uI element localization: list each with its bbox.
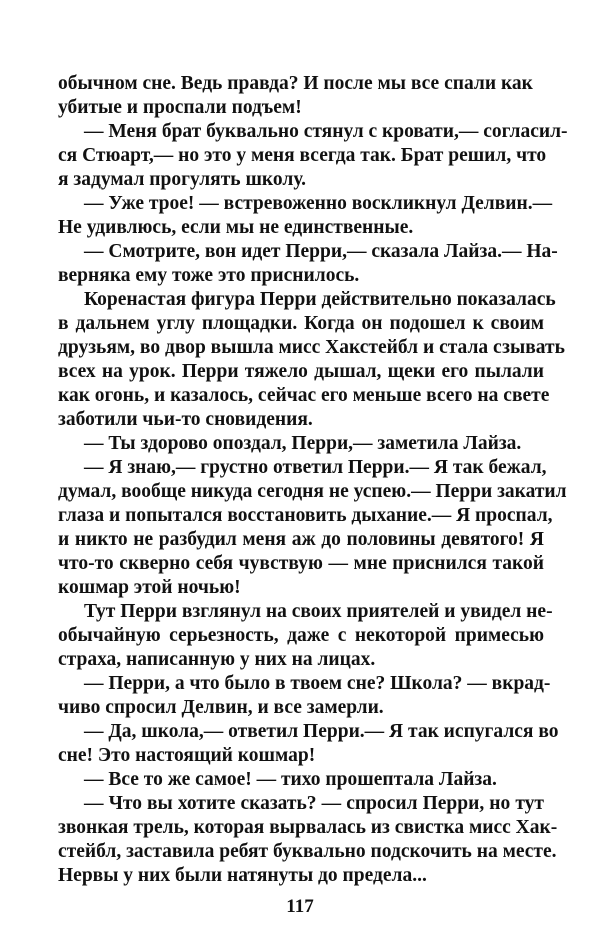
text-line: — Ты здорово опоздал, Перри,— заметила Лайза. bbox=[84, 433, 522, 454]
text-line: — Смотрите, вон идет Перри,— сказала Лайза.— На- bbox=[84, 241, 558, 262]
text-line: — Все то же самое! — тихо прошептала Лайза. bbox=[84, 769, 497, 790]
text-line: в дальнем углу площадки. Когда он подошел к своим bbox=[58, 313, 544, 334]
text-line: как огонь, и казалось, сейчас его меньше всего на свете bbox=[58, 385, 550, 406]
text-line: заботили чьи-то сновидения. bbox=[58, 409, 313, 430]
text-line: и никто не разбудил меня аж до половины девятого! Я bbox=[58, 529, 544, 550]
text-line: — Да, школа,— ответил Перри.— Я так испугался во bbox=[84, 721, 559, 742]
text-line: друзьям, во двор вышла мисс Хакстейбл и стала сзывать bbox=[58, 337, 565, 358]
text-line: убитые и проспали подъем! bbox=[58, 97, 302, 118]
text-line: Не удивлюсь, если мы не единственные. bbox=[58, 217, 414, 238]
text-line: кошмар этой ночью! bbox=[58, 577, 241, 598]
text-line: я задумал прогулять школу. bbox=[58, 169, 307, 190]
text-line: — Уже трое! — встревоженно воскликнул Делвин.— bbox=[84, 193, 553, 214]
text-line: — Что вы хотите сказать? — спросил Перри, но тут bbox=[84, 793, 544, 814]
text-line: Тут Перри взглянул на своих приятелей и увидел не- bbox=[84, 601, 553, 622]
text-line: — Перри, а что было в твоем сне? Школа? — вкрад- bbox=[84, 673, 551, 694]
text-line: чиво спросил Делвин, и все замерли. bbox=[58, 697, 384, 718]
text-line: — Я знаю,— грустно ответил Перри.— Я так бежал, bbox=[84, 457, 547, 478]
text-line: глаза и попытался восстановить дыхание.— Я проспал, bbox=[58, 505, 553, 526]
text-line: всех на урок. Перри тяжело дышал, щеки его пылали bbox=[58, 361, 544, 382]
text-line: Коренастая фигура Перри действительно показалась bbox=[84, 289, 556, 310]
text-line: страха, написанную у них на лицах. bbox=[58, 649, 376, 670]
text-line: Нервы у них были натянуты до предела... bbox=[58, 865, 427, 886]
text-line: думал, вообще никуда сегодня не успею.— Перри закатил bbox=[58, 481, 567, 502]
text-line: ся Стюарт,— но это у меня всегда так. Брат решил, что bbox=[58, 145, 547, 166]
text-line: обычном сне. Ведь правда? И после мы все спали как bbox=[58, 73, 533, 94]
text-line: сне! Это настоящий кошмар! bbox=[58, 745, 316, 766]
page-number: 117 bbox=[286, 896, 314, 917]
text-line: обычайную серьезность, даже с некоторой примесью bbox=[58, 625, 544, 646]
text-line: верняка ему тоже это приснилось. bbox=[58, 265, 360, 286]
text-line: стейбл, заставила ребят буквально подскочить на месте. bbox=[58, 841, 557, 862]
text-line: что-то скверно себя чувствую — мне приснился такой bbox=[58, 553, 544, 574]
text-line: звонкая трель, которая вырвалась из свистка мисс Хак- bbox=[58, 817, 558, 838]
text-line: — Меня брат буквально стянул с кровати,— согласил- bbox=[84, 121, 568, 142]
